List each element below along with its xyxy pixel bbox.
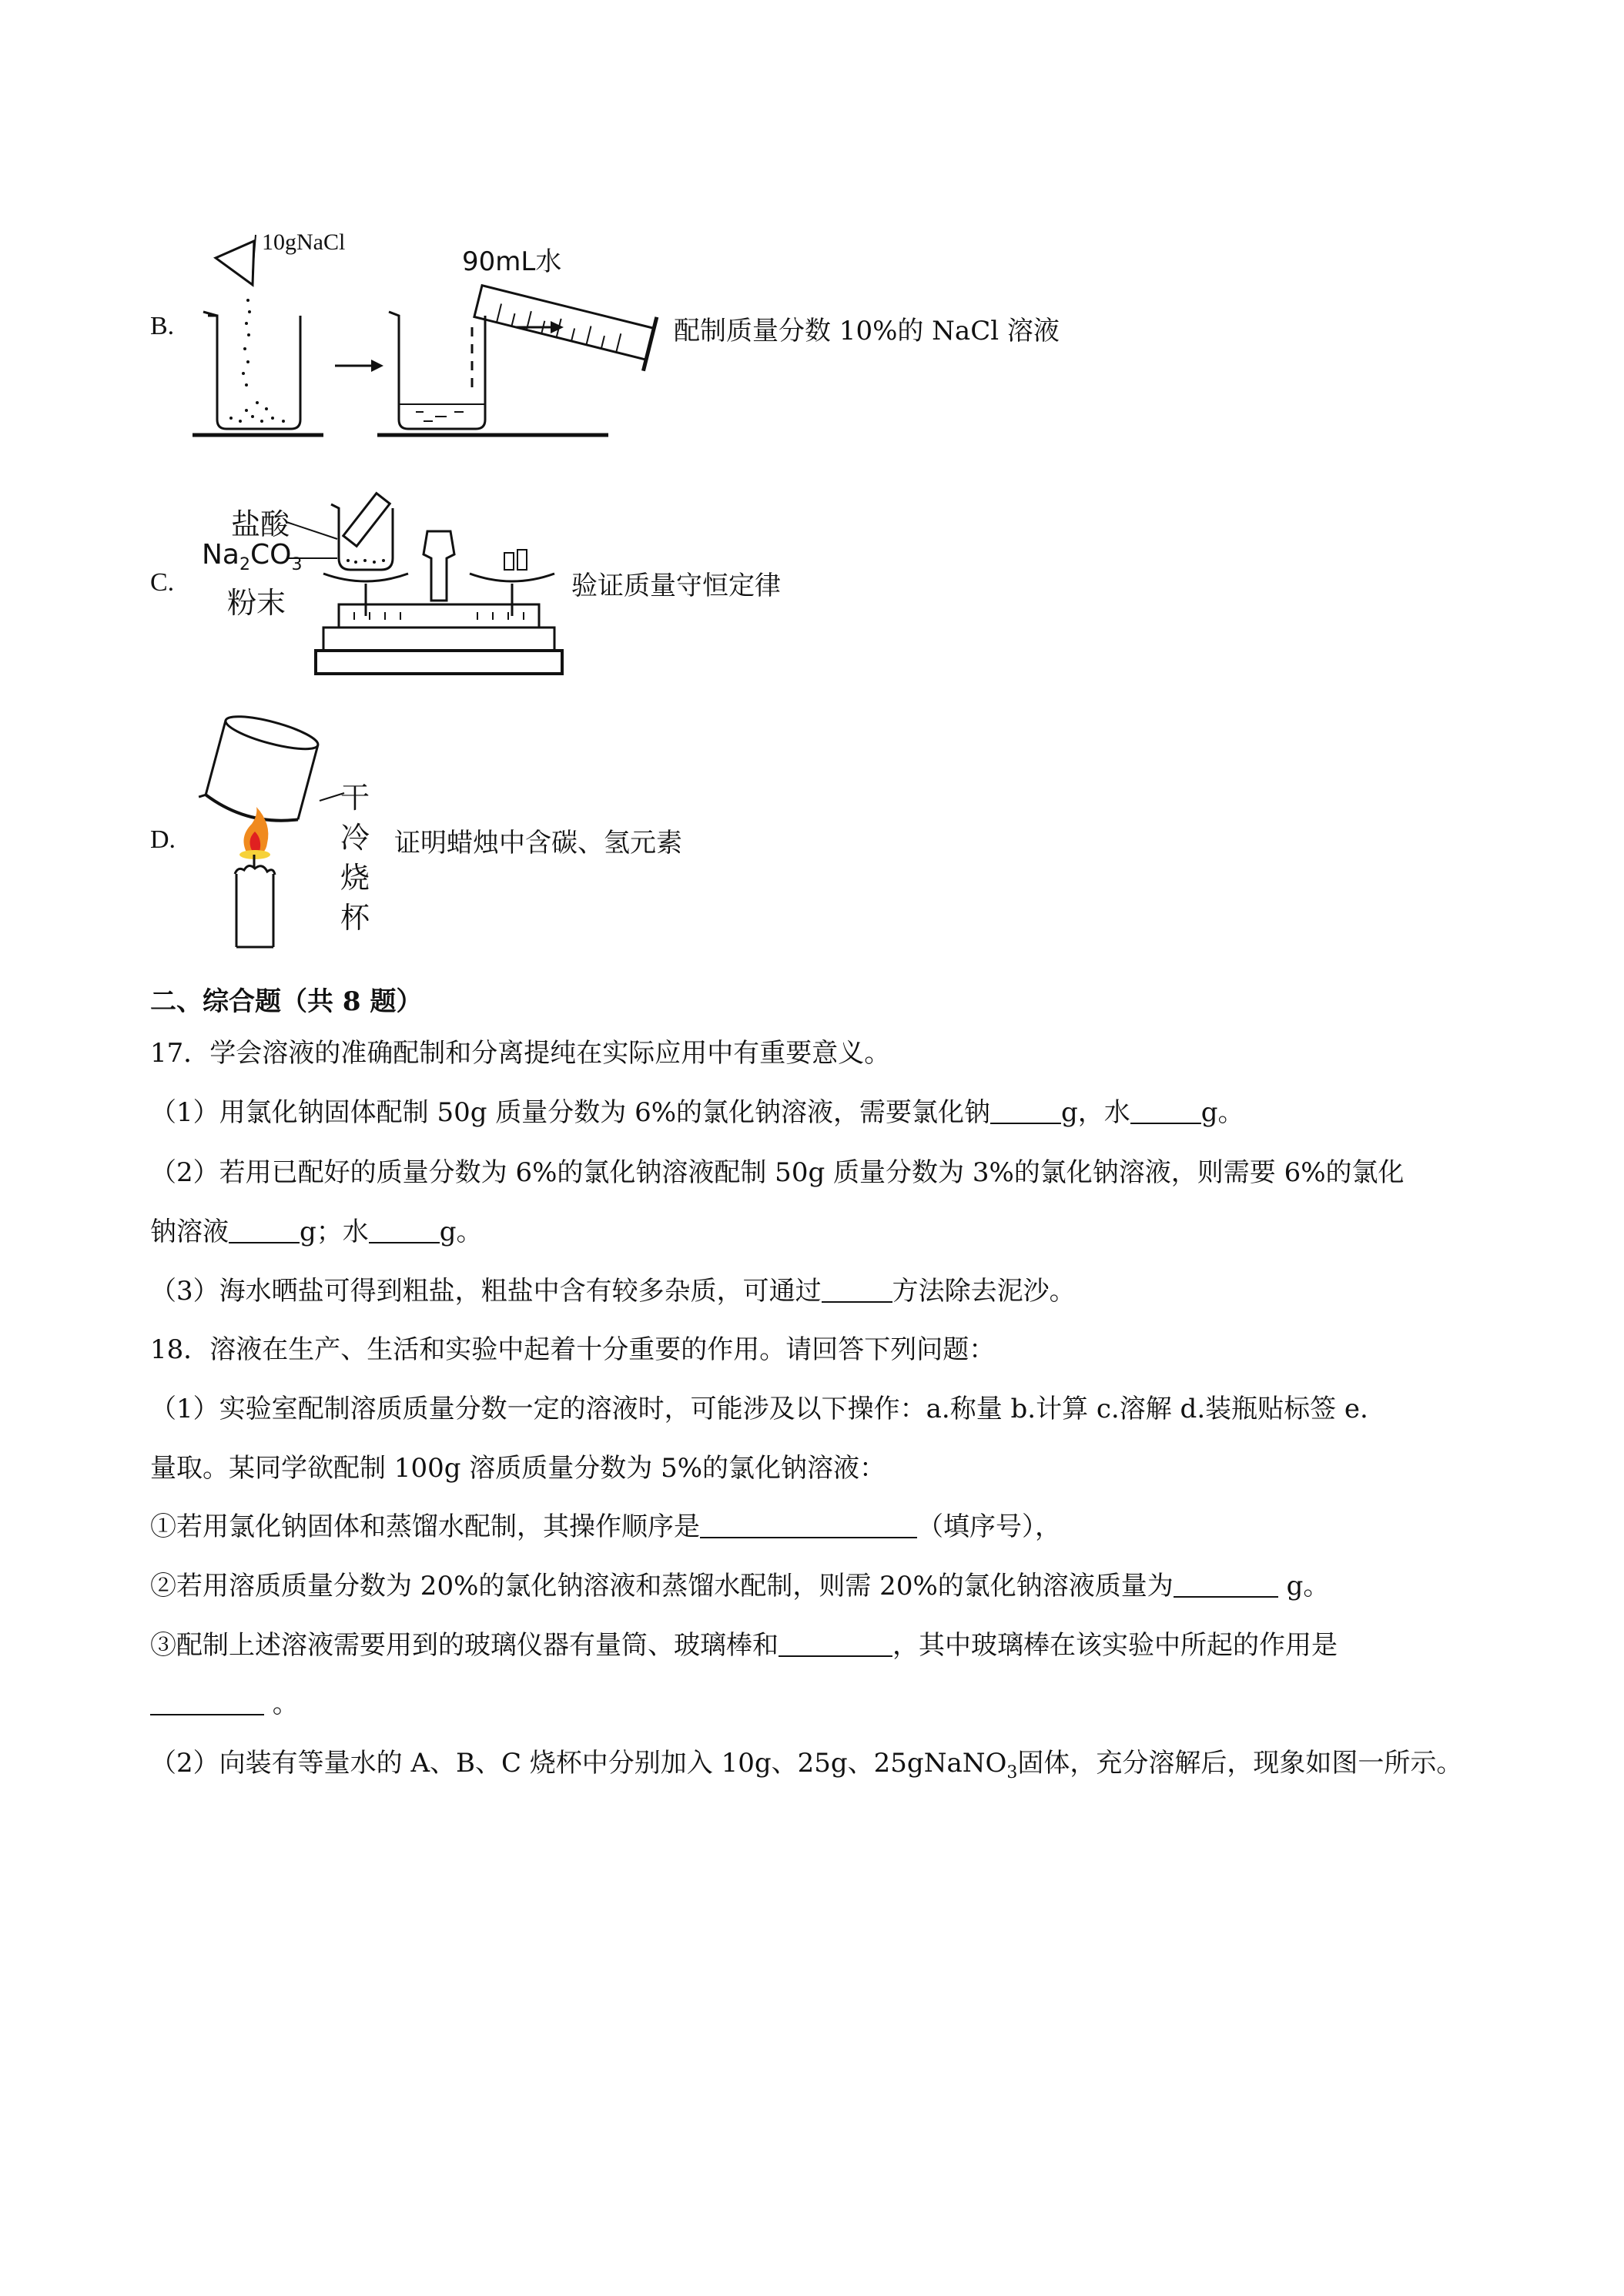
beaker-icon	[331, 494, 393, 570]
beaker-1-icon	[203, 312, 300, 429]
paper-funnel-icon	[216, 235, 256, 285]
option-b-label: B.	[150, 312, 175, 340]
answer-blank[interactable]	[229, 1219, 300, 1243]
q18-sub2: ②若用溶质质量分数为 20%的氯化钠溶液和蒸馏水配制，则需 20%的氯化钠溶液质量为 g。	[150, 1571, 1330, 1602]
q18-sub3: ③配制上述溶液需要用到的玻璃仪器有量筒、玻璃棒和 ，其中玻璃棒在该实验中所起的作用是	[150, 1630, 1338, 1661]
q18-part1-line2: 量取。某同学欲配制 100g 溶质质量分数为 5%的氯化钠溶液：	[150, 1453, 886, 1484]
answer-blank[interactable]	[150, 1691, 264, 1715]
option-d-label: D.	[150, 825, 176, 854]
answer-blank[interactable]	[990, 1099, 1061, 1124]
q17-stem: 17．学会溶液的准确配制和分离提纯在实际应用中有重要意义。	[150, 1038, 891, 1069]
beaker-2-icon	[389, 312, 485, 429]
arrow-right-icon	[335, 360, 383, 372]
q17-part2-line1: （2）若用已配好的质量分数为 6%的氯化钠溶液配制 50g 质量分数为 3%的氯化钠溶液，则需要 6%的氯化	[150, 1157, 1405, 1188]
carbonate-label: $Na_2CO_3$	[202, 539, 303, 575]
option-d-figure	[204, 716, 358, 955]
option-c-caption: 验证质量守恒定律	[571, 571, 781, 601]
option-d-caption: 证明蜡烛中含碳、氢元素	[394, 828, 682, 858]
candle-icon	[235, 855, 275, 947]
q18-stem: 18．溶液在生产、生活和实验中起着十分重要的作用。请回答下列问题：	[150, 1334, 996, 1365]
answer-blank[interactable]	[779, 1632, 892, 1657]
section-title: 二、综合题（共 8 题）	[150, 986, 423, 1017]
q17-part2-line2: 钠溶液 g；水 g。	[150, 1217, 483, 1247]
balance-scale-icon	[316, 531, 562, 674]
q18-sub3-line2: 。	[150, 1689, 299, 1719]
q17-part3: （3）海水晒盐可得到粗盐，粗盐中含有较多杂质，可通过 方法除去泥沙。	[150, 1276, 1076, 1307]
falling-salt	[242, 299, 251, 387]
option-c-figure	[293, 485, 554, 685]
q18-sub1: ①若用氯化钠固体和蒸馏水配制，其操作顺序是 （填序号），	[150, 1511, 1061, 1542]
graduated-cylinder-icon	[471, 274, 657, 371]
answer-blank[interactable]	[700, 1514, 917, 1538]
salt-pile	[229, 401, 285, 423]
option-c-label: C.	[150, 568, 175, 597]
answer-blank[interactable]	[1130, 1099, 1201, 1124]
q18-part2: （2）向装有等量水的 A、B、C 烧杯中分别加入 10g、25g、25gNaNO$_3$固体，充分溶解后，现象如图一所示。	[150, 1748, 1463, 1782]
q17-part1: （1）用氯化钠固体配制 50g 质量分数为 6%的氯化钠溶液，需要氯化钠 g，水 g。	[150, 1097, 1244, 1128]
salt-label: 10gNaCl	[262, 229, 346, 255]
option-b-caption: 配制质量分数 10%的 NaCl 溶液	[674, 316, 1060, 346]
q18-part1-line1: （1）实验室配制溶质质量分数一定的溶液时，可能涉及以下操作：a.称量 b.计算 c.溶解 d.装瓶贴标签 e.	[150, 1394, 1368, 1424]
answer-blank[interactable]	[1174, 1573, 1278, 1598]
water-label: 90mL水	[462, 246, 562, 277]
acid-label: 盐酸	[231, 507, 290, 541]
answer-blank[interactable]	[822, 1278, 892, 1303]
powder-label: 粉末	[227, 586, 286, 620]
answer-blank[interactable]	[369, 1219, 440, 1243]
dry-cold-beaker-label: 干 冷 烧 杯	[340, 781, 370, 935]
option-b-figure	[193, 227, 670, 450]
arrow-right-icon	[516, 321, 564, 333]
